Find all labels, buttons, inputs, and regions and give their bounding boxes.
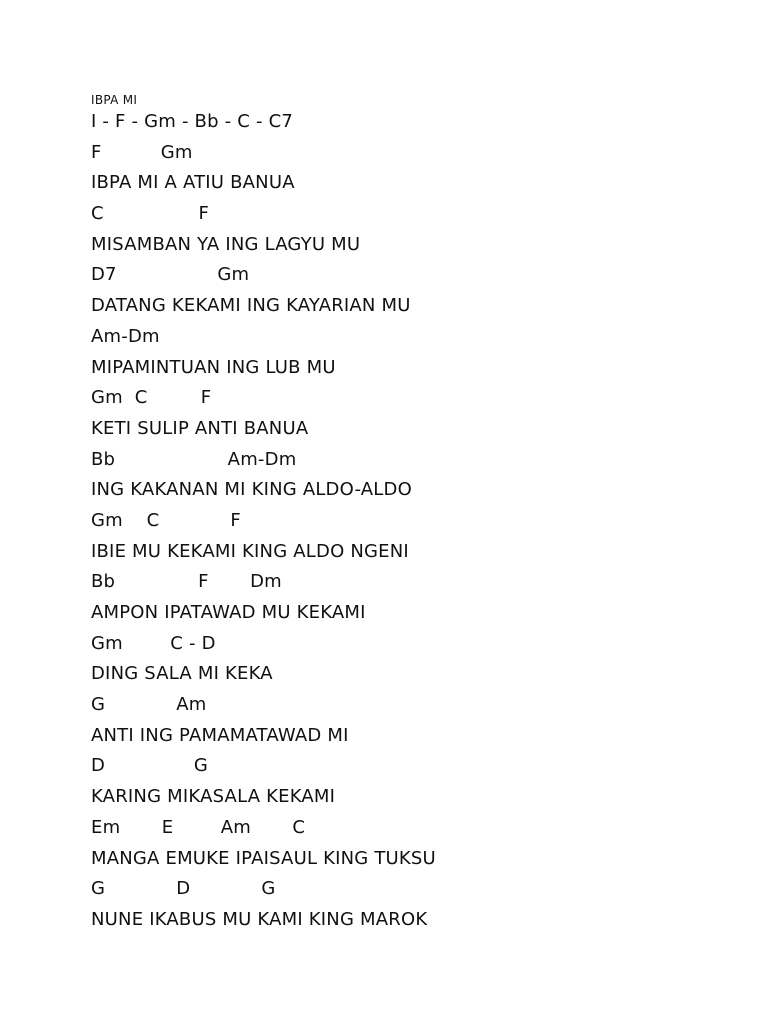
- line-12: Bb Am-Dm: [91, 448, 297, 470]
- line-19: DING SALA MI KEKA: [91, 663, 273, 685]
- line-13: ING KAKANAN MI KING ALDO-ALDO: [91, 479, 412, 501]
- line-7: DATANG KEKAMI ING KAYARIAN MU: [91, 295, 411, 317]
- line-21: ANTI ING PAMAMATAWAD MI: [91, 724, 349, 746]
- line-1: I - F - Gm - Bb - C - C7: [91, 111, 294, 132]
- line-23: KARING MIKASALA KEKAMI: [91, 786, 336, 808]
- song-title: IBPA MI: [91, 93, 138, 107]
- line-9: MIPAMINTUAN ING LUB MU: [91, 356, 336, 378]
- line-27: NUNE IKABUS MU KAMI KING MAROK: [91, 908, 428, 930]
- line-26: G D G: [91, 878, 276, 900]
- line-24: Em E Am C: [91, 816, 306, 838]
- line-8: Am-Dm: [91, 325, 160, 347]
- line-22: D G: [91, 755, 209, 777]
- line-14: Gm C F: [91, 509, 241, 531]
- line-6: D7 Gm: [91, 264, 250, 286]
- line-16: Bb F Dm: [91, 571, 282, 593]
- line-20: G Am: [91, 694, 207, 716]
- line-18: Gm C - D: [91, 632, 216, 654]
- line-5: MISAMBAN YA ING LAGYU MU: [91, 233, 361, 255]
- line-4: C F: [91, 203, 210, 225]
- line-2: F Gm: [91, 141, 193, 163]
- line-25: MANGA EMUKE IPAISAUL KING TUKSU: [91, 847, 436, 869]
- song-sheet: [91, 92, 731, 941]
- line-3: IBPA MI A ATIU BANUA: [91, 172, 295, 194]
- line-11: KETI SULIP ANTI BANUA: [91, 417, 309, 439]
- line-17: AMPON IPATAWAD MU KEKAMI: [91, 602, 366, 623]
- line-15: IBIE MU KEKAMI KING ALDO NGENI: [91, 540, 409, 562]
- line-10: Gm C F: [91, 387, 212, 409]
